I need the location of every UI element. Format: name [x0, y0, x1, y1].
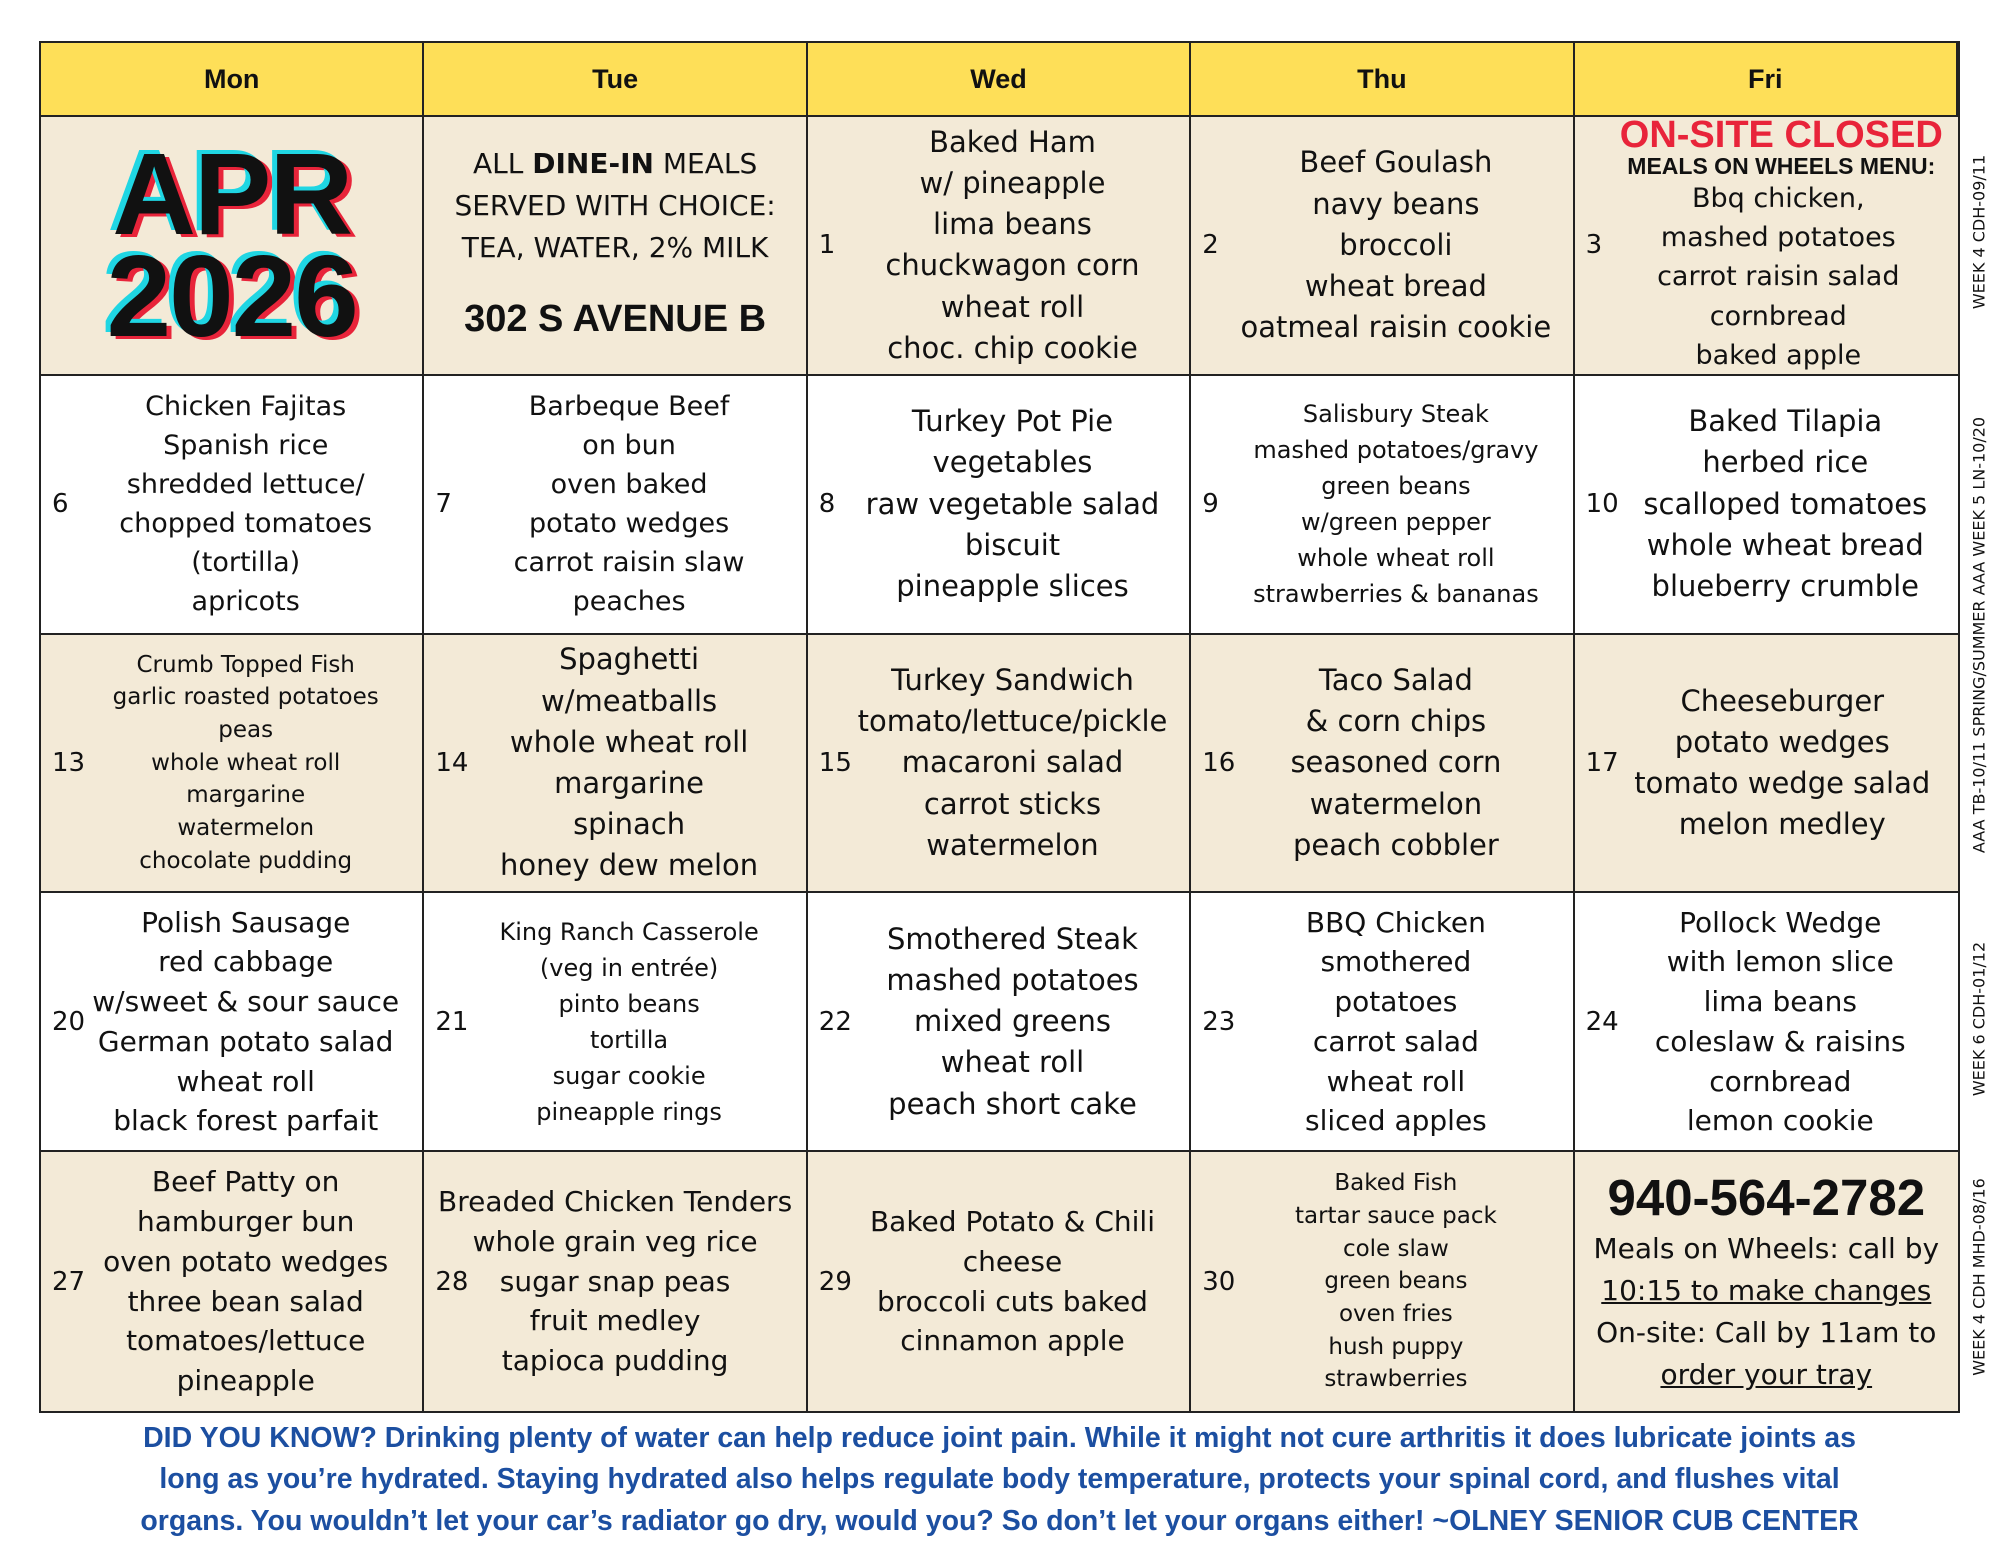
menu-items — [851, 122, 1145, 369]
menu-items — [832, 401, 1166, 607]
menu-items — [1621, 903, 1912, 1142]
menu-item: lima beans — [933, 207, 1092, 242]
menu-item: carrot raisin salad — [1657, 261, 1900, 293]
menu-item: seasoned corn — [1290, 745, 1502, 780]
menu-item: Smothered Steak — [887, 921, 1138, 956]
info-cell — [424, 117, 807, 376]
menu-item: scalloped tomatoes — [1643, 486, 1928, 521]
day-number: 3 — [1585, 230, 1603, 261]
menu-item: cinnamon apple — [900, 1324, 1125, 1358]
menu-item: smothered — [1320, 945, 1472, 979]
day-number: 10 — [1585, 489, 1619, 520]
menu-items — [79, 649, 385, 878]
menu-item: Beef Goulash — [1299, 145, 1493, 180]
day-cell — [424, 376, 807, 635]
day-cell — [424, 893, 807, 1152]
menu-item: oatmeal raisin cookie — [1240, 310, 1552, 345]
phone-number: 940-564-2782 — [1607, 1168, 1926, 1226]
menu-item: Polish Sausage — [141, 905, 351, 939]
menu-item: baked apple — [1695, 339, 1862, 371]
menu-item: three bean salad — [127, 1284, 364, 1318]
side-label-week-1: WEEK 4 CDH-09/11 — [1969, 154, 1989, 310]
menu-items — [1596, 681, 1936, 846]
menu-item: cornbread — [1709, 1064, 1852, 1098]
menu-items — [1620, 179, 1943, 375]
day-header-fri: Fri — [1575, 43, 1958, 117]
menu-item: Breaded Chicken Tenders — [438, 1185, 793, 1219]
menu-item: watermelon — [926, 827, 1099, 862]
menu-item: oven baked — [550, 469, 708, 501]
menu-calendar — [39, 41, 1960, 1413]
menu-items — [1271, 903, 1493, 1142]
menu-item: carrot sticks — [923, 786, 1102, 821]
menu-item: peaches — [572, 586, 686, 618]
contact-info: 940-564-2782 Meals on Wheels: call by 10:15 to make changes On-site: Call by 11am to order your tray — [1593, 1168, 1940, 1392]
side-label-week-5: WEEK 4 CDH MHD-08/16 — [1969, 1178, 1989, 1376]
menu-item: carrot salad — [1312, 1024, 1479, 1058]
day-cell — [808, 376, 1191, 635]
menu-item: broccoli — [1339, 227, 1453, 262]
menu-item: Bbq chicken, — [1691, 183, 1865, 215]
menu-items — [465, 914, 764, 1130]
day-number: 6 — [52, 489, 69, 520]
day-number: 14 — [435, 747, 469, 778]
side-label-week-2-3: AAA TB-10/11 SPRING/SUMMER AAA WEEK 5 LN-10/20 — [1969, 416, 1989, 854]
menu-item: chuckwagon corn — [885, 248, 1140, 283]
menu-item: peas — [218, 717, 274, 743]
menu-item: watermelon — [1309, 786, 1483, 821]
menu-item: pineapple slices — [896, 568, 1129, 603]
menu-items — [432, 1182, 798, 1381]
menu-item: strawberries — [1324, 1366, 1468, 1393]
day-cell — [424, 1152, 807, 1411]
menu-item: blueberry crumble — [1651, 568, 1920, 603]
menu-items — [466, 639, 764, 886]
month-title-cell — [41, 117, 424, 376]
menu-item: navy beans — [1312, 186, 1480, 221]
menu-items — [1219, 396, 1545, 612]
day-cell — [1191, 376, 1574, 635]
menu-item: with lemon slice — [1666, 945, 1894, 979]
menu-item: watermelon — [177, 814, 315, 841]
menu-item: black forest parfait — [113, 1104, 379, 1138]
menu-item: tortilla — [590, 1025, 669, 1054]
menu-item: & corn chips — [1305, 704, 1487, 739]
menu-item: cheese — [962, 1244, 1063, 1278]
menu-item: German potato salad — [97, 1024, 394, 1058]
day-number: 20 — [52, 1006, 86, 1037]
menu-item: King Ranch Casserole — [499, 917, 759, 946]
menu-items — [85, 387, 378, 622]
menu-item: mashed potatoes/gravy — [1253, 436, 1539, 465]
menu-item: broccoli cuts baked — [877, 1284, 1148, 1318]
menu-item: chocolate pudding — [139, 847, 353, 874]
menu-item: w/sweet & sour sauce — [92, 985, 400, 1019]
day-number: 7 — [435, 489, 452, 520]
day-number: 1 — [818, 230, 836, 261]
menu-item: whole grain veg rice — [472, 1224, 758, 1258]
menu-item: herbed rice — [1702, 445, 1869, 480]
menu-item: on bun — [582, 429, 676, 461]
menu-item: melon medley — [1678, 807, 1886, 842]
menu-item: peach short cake — [888, 1086, 1137, 1121]
menu-item: cole slaw — [1342, 1235, 1449, 1262]
did-you-know-footer: DID YOU KNOW? Drinking plenty of water can help reduce joint pain. While it might not cure arthritis it does lubricate joints as long as you’re hydrated. Staying hydrated also helps regulate body temperature, protects your spinal cord, and flushes vital organs. You wouldn’t let your car’s radiator go dry, would you? So don’t let your organs either! ~OLNEY SENIOR CUB CENTER — [140, 1422, 1859, 1537]
contact-cell — [1575, 1152, 1958, 1411]
menu-item: Barbeque Beef — [528, 390, 730, 422]
day-header-tue: Tue — [424, 43, 807, 117]
day-number: 17 — [1585, 747, 1619, 778]
menu-item: mashed potatoes — [1660, 222, 1896, 254]
menu-item: whole wheat bread — [1646, 527, 1924, 562]
day-number: 15 — [818, 747, 852, 778]
day-number: 28 — [435, 1266, 469, 1297]
day-cell — [41, 893, 424, 1152]
menu-item: Baked Potato & Chili — [869, 1205, 1155, 1239]
menu-item: wheat roll — [1326, 1064, 1466, 1098]
day-cell — [1575, 376, 1958, 635]
day-cell — [1191, 893, 1574, 1152]
menu-item: mashed potatoes — [886, 963, 1139, 998]
menu-items — [58, 903, 405, 1142]
day-cell — [41, 635, 424, 894]
menu-items — [480, 387, 751, 622]
day-cell — [1191, 1152, 1574, 1411]
menu-items — [852, 919, 1144, 1125]
menu-item: w/meatballs — [541, 683, 718, 718]
day-number: 27 — [52, 1266, 86, 1297]
menu-item: macaroni salad — [901, 745, 1124, 780]
day-cell — [808, 893, 1191, 1152]
menu-item: shredded lettuce/ — [126, 469, 365, 501]
menu-item: chopped tomatoes — [119, 508, 373, 540]
menu-items — [824, 660, 1174, 866]
menu-item: lima beans — [1703, 985, 1857, 1019]
menu-item: BBQ Chicken — [1305, 905, 1486, 939]
menu-item: Cheeseburger — [1680, 683, 1885, 718]
menu-item: mixed greens — [914, 1004, 1111, 1039]
menu-item: Chicken Fajitas — [145, 390, 347, 422]
menu-item: tomatoes/lettuce — [126, 1324, 366, 1358]
menu-item: strawberries & bananas — [1253, 580, 1539, 609]
menu-item: potatoes — [1334, 985, 1458, 1019]
menu-item: margarine — [186, 782, 306, 809]
menu-item: pinto beans — [558, 989, 700, 1018]
menu-item: Turkey Pot Pie — [911, 404, 1114, 439]
menu-item: oven fries — [1338, 1300, 1453, 1327]
menu-items — [69, 1162, 394, 1401]
on-site-closed-title: ON-SITE CLOSED — [1619, 117, 1943, 156]
menu-item: sliced apples — [1305, 1104, 1487, 1138]
menu-item: Beef Patty on — [151, 1165, 340, 1199]
menu-item: fruit medley — [529, 1304, 701, 1338]
menu-item: green beans — [1324, 1268, 1468, 1295]
menu-item: raw vegetable salad — [865, 486, 1160, 521]
menu-item: pineapple rings — [536, 1097, 722, 1126]
day-cell — [1191, 635, 1574, 894]
menu-item: sugar snap peas — [499, 1264, 731, 1298]
menu-item: Baked Fish — [1334, 1170, 1458, 1197]
menu-item: Turkey Sandwich — [891, 663, 1134, 698]
menu-items — [1261, 1167, 1503, 1396]
menu-item: potato wedges — [529, 508, 730, 540]
menu-item: spinach — [573, 807, 686, 842]
day-cell — [808, 1152, 1191, 1411]
menu-item: whole wheat roll — [509, 724, 749, 759]
day-header-thu: Thu — [1191, 43, 1574, 117]
day-cell — [808, 635, 1191, 894]
menu-item: lemon cookie — [1686, 1104, 1874, 1138]
day-header-wed: Wed — [808, 43, 1191, 117]
day-cell — [41, 1152, 424, 1411]
menu-item: w/green pepper — [1301, 508, 1491, 537]
menu-item: tapioca pudding — [501, 1344, 729, 1378]
menu-item: Crumb Topped Fish — [136, 651, 355, 678]
menu-item: cornbread — [1709, 300, 1847, 332]
menu-item: coleslaw & raisins — [1654, 1024, 1906, 1058]
day-header-mon: Mon — [41, 43, 424, 117]
menu-item: garlic roasted potatoes — [112, 684, 379, 711]
address: 302 S AVENUE B — [464, 297, 767, 340]
menu-item: pineapple — [176, 1364, 315, 1398]
menu-item: peach cobbler — [1292, 827, 1499, 862]
menu-item: Baked Tilapia — [1688, 404, 1883, 439]
menu-item: potato wedges — [1674, 724, 1890, 759]
menu-item: Spanish rice — [163, 429, 329, 461]
menu-item: whole wheat roll — [151, 749, 341, 776]
menu-item: vegetables — [932, 445, 1093, 480]
day-cell — [1575, 635, 1958, 894]
menu-item: Salisbury Steak — [1302, 400, 1489, 429]
menu-items — [1207, 142, 1558, 348]
menu-item: wheat roll — [940, 289, 1085, 324]
menu-item: (veg in entrée) — [539, 953, 719, 982]
day-cell — [1575, 893, 1958, 1152]
menu-item: apricots — [191, 586, 300, 618]
day-number: 9 — [1202, 489, 1219, 520]
menu-item: carrot raisin slaw — [513, 547, 745, 579]
menu-item: hamburger bun — [136, 1205, 355, 1239]
day-number: 22 — [818, 1006, 852, 1037]
side-label-week-4: WEEK 6 CDH-01/12 — [1969, 941, 1989, 1097]
menu-items — [1599, 401, 1933, 607]
day-number: 16 — [1202, 747, 1236, 778]
day-cell — [808, 117, 1191, 376]
menu-item: Taco Salad — [1318, 663, 1473, 698]
month-label: APR — [112, 129, 352, 260]
day-cell — [424, 635, 807, 894]
menu-item: sugar cookie — [552, 1061, 706, 1090]
menu-item: hush puppy — [1328, 1333, 1464, 1360]
day-number: 24 — [1585, 1006, 1619, 1037]
menu-item: green beans — [1321, 472, 1471, 501]
day-number: 8 — [818, 489, 836, 520]
day-number: 21 — [435, 1006, 469, 1037]
day-number: 30 — [1202, 1266, 1236, 1297]
day-cell — [1191, 117, 1574, 376]
menu-item: choc. chip cookie — [887, 330, 1138, 365]
menu-item: tomato/lettuce/pickle — [857, 704, 1168, 739]
menu-items — [1256, 660, 1507, 866]
day-number: 13 — [52, 747, 86, 778]
dine-in-info: ALL DINE-IN MEALS SERVED WITH CHOICE: TEA, WATER, 2% MILK 302 S AVENUE B — [454, 143, 775, 348]
menu-item: margarine — [554, 765, 704, 800]
menu-item: oven potato wedges — [103, 1244, 389, 1278]
menu-item: tomato wedge salad — [1634, 765, 1931, 800]
menu-item: wheat roll — [176, 1064, 315, 1098]
on-site-closed-cell — [1575, 117, 1958, 376]
month-title — [106, 129, 357, 362]
day-number: 29 — [818, 1266, 852, 1297]
change-deadline: 10:15 to make changes — [1601, 1274, 1932, 1308]
menu-items — [836, 1202, 1161, 1361]
menu-item: tartar sauce pack — [1294, 1202, 1497, 1229]
dine-in-emphasis: DINE-IN — [532, 146, 654, 180]
menu-item: whole wheat roll — [1297, 544, 1495, 573]
day-cell — [41, 376, 424, 635]
menu-item: wheat bread — [1304, 268, 1487, 303]
order-tray-note: order your tray — [1660, 1358, 1873, 1392]
menu-item: Baked Ham — [929, 124, 1096, 159]
menu-item: Spaghetti — [559, 642, 700, 677]
meals-on-wheels-label: MEALS ON WHEELS MENU: — [1627, 152, 1936, 179]
menu-item: biscuit — [964, 527, 1061, 562]
day-number: 2 — [1202, 230, 1219, 261]
menu-item: (tortilla) — [191, 547, 301, 579]
year-label: 2026 — [106, 231, 357, 362]
menu-item: red cabbage — [158, 945, 334, 979]
menu-item: Pollock Wedge — [1679, 905, 1882, 939]
menu-item: honey dew melon — [500, 848, 759, 883]
menu-item: wheat roll — [940, 1045, 1085, 1080]
menu-item: w/ pineapple — [919, 166, 1106, 201]
day-number: 23 — [1202, 1006, 1236, 1037]
